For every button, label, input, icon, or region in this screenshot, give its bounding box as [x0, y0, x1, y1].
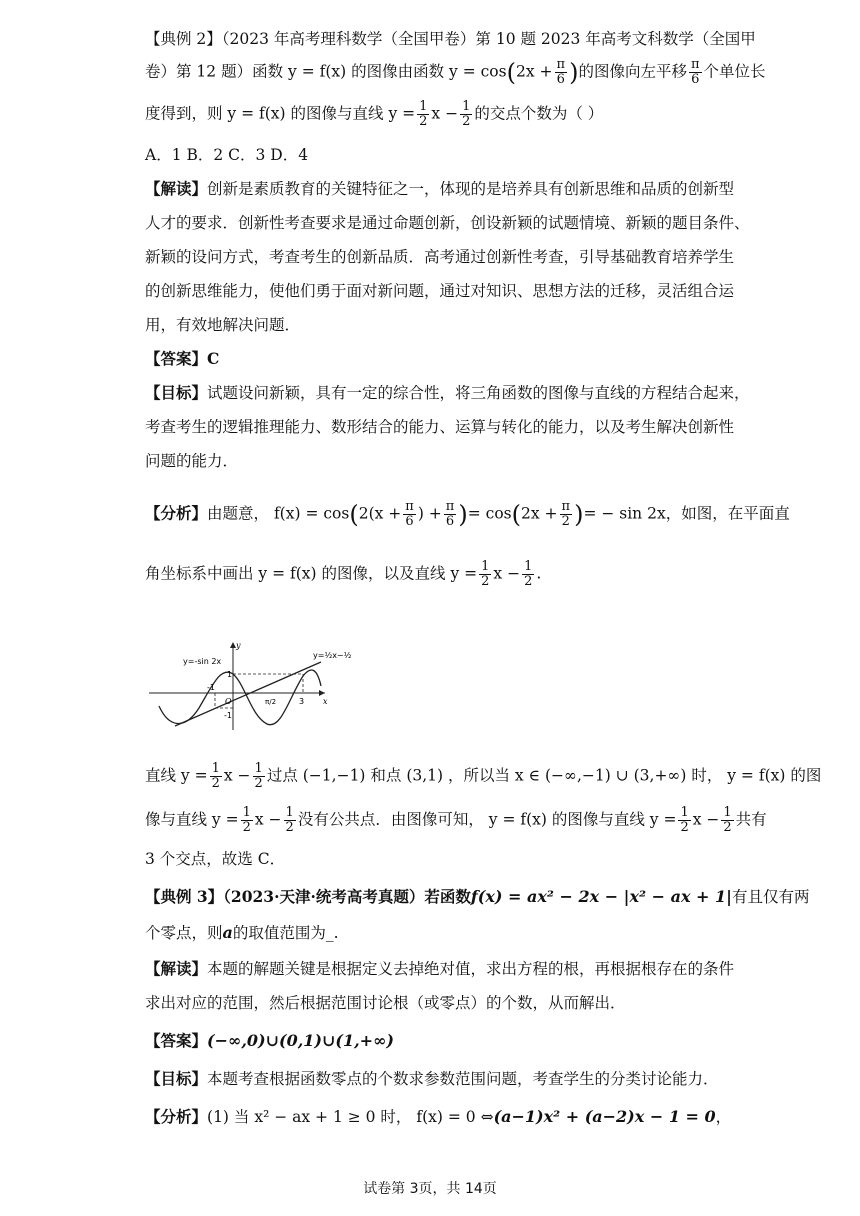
ex2-jiedu-1: 【解读】创新是素质教育的关键特征之一，体现的是培养具有创新思维和品质的创新型	[145, 179, 735, 198]
ex3-jiedu-2: 求出对应的范围，然后根据范围讨论根（或零点）的个数，从而解出．	[145, 994, 626, 1012]
ex3-answer: 【答案】(−∞,0)∪(0,1)∪(1,+∞)	[145, 1031, 394, 1050]
ex2-options: A．1 B．2 C．3 D．4	[145, 146, 309, 164]
page-footer: 试卷第 3页，共 14页	[363, 1181, 497, 1197]
ex2-jiedu-3: 新颖的设问方式，考查考生的创新品质．高考通过创新性考查，引导基础教育培养学生	[145, 248, 735, 266]
ex2-line-3: 度得到，则 y = f(x) 的图像与直线 y = $\frac{1}{2}$ x − $\frac{1}{2}$ 的交点个数为（ ）	[145, 99, 604, 129]
ex2-line-para-1: 直线 y = $\frac{1}{2}$ x − $\frac{1}{2}$ 过点 (−1,−1) 和点 (3,1) ，所以当 x ∈ (−∞,−1) ∪ (3,+∞) 时， y = f(x) 的图	[145, 761, 822, 791]
ex3-target: 【目标】本题考查根据函数零点的个数求参数范围问题，考查学生的分类讨论能力．	[145, 1069, 719, 1088]
graph-label-sin: y=-sin 2x	[183, 657, 222, 666]
ex3-jiedu-1: 【解读】本题的解题关键是根据定义去掉绝对值，求出方程的根，再根据根存在的条件	[145, 959, 735, 978]
ex2-answer: 【答案】C	[145, 349, 220, 368]
graph-label-line: y=½x−½	[313, 651, 352, 660]
graph-label-o: O	[225, 697, 232, 706]
ex2-line-para-3: 3 个交点，故选 C．	[145, 850, 286, 868]
graph-label-x: x	[323, 697, 328, 706]
ex2-target-3: 问题的能力．	[145, 452, 239, 470]
ex2-jiedu-2: 人才的要求．创新性考查要求是通过命题创新，创设新颖的试题情境、新颖的题目条件、	[145, 214, 750, 232]
ex2-line-para-2: 像与直线 y = $\frac{1}{2}$ x − $\frac{1}{2}$ 没有公共点．由图像可知， y = f(x) 的图像与直线 y = $\frac{1}{2}$ x − $\frac{1}{2}$ 共有	[145, 805, 767, 835]
ex2-analysis-2: 角坐标系中画出 y = f(x) 的图像，以及直线 y = $\frac{1}{2}$ x − $\frac{1}{2}$ .	[145, 559, 542, 589]
ex2-jiedu-4: 的创新思维能力，使他们勇于面对新问题，通过对知识、思想方法的迁移，灵活组合运	[145, 282, 735, 300]
ex3-analysis-1: 【分析】(1) 当 x² − ax + 1 ≥ 0 时， f(x) = 0 ⇔(a−1)x² + (a−2)x − 1 = 0，	[145, 1107, 732, 1126]
ex3-line-1: 【典例 3】（2023·天津·统考高考真题）若函数f(x) = ax² − 2x − |x² − ax + 1|有且仅有两	[145, 887, 810, 906]
ex2-target-2: 考查考生的逻辑推理能力、数形结合的能力、运算与转化的能力，以及考生解决创新性	[145, 418, 735, 436]
ex2-line-2: 卷）第 12 题）函数 y = f(x) 的图像由函数 y = cos(2x + $\frac{\pi}{6}$ )的图像向左平移 $\frac{\pi}{6}$ 个单位长	[145, 57, 766, 87]
ex2-line-1: 【典例 2】（2023 年高考理科数学（全国甲卷）第 10 题 2023 年高考文科数学（全国甲	[145, 30, 756, 48]
graph-label-m1y: -1	[224, 711, 232, 720]
function-graph	[145, 638, 360, 733]
graph-label-3: 3	[299, 697, 305, 706]
graph-label-m1x: -1	[207, 683, 215, 692]
graph-label-1: 1	[227, 670, 233, 679]
graph-label-pi2: π/2	[265, 698, 277, 706]
ex2-jiedu-5: 用，有效地解决问题．	[145, 316, 301, 334]
ex2-target-1: 【目标】试题设问新颖，具有一定的综合性，将三角函数的图像与直线的方程结合起来，	[145, 383, 750, 402]
graph-label-y: y	[236, 641, 241, 650]
ex3-line-2: 个零点，则a的取值范围为_.	[145, 923, 339, 942]
ex2-analysis-1: 【分析】由题意， f(x) = cos(2(x + $\frac{\pi}{6}$ ) + $\frac{\pi}{6}$ )= cos(2x + $\frac{\pi}{2}$ )= − sin 2x，如图，在平面直	[145, 499, 790, 529]
